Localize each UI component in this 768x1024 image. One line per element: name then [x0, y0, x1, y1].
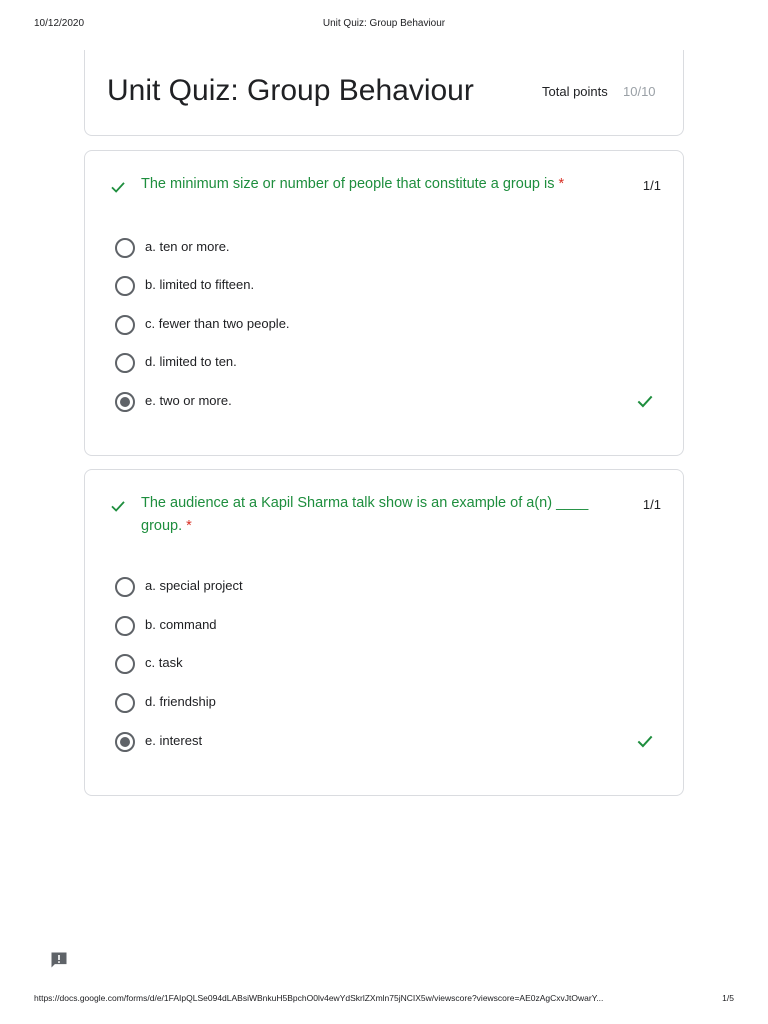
form-title: Unit Quiz: Group Behaviour	[107, 74, 474, 107]
radio-button[interactable]	[115, 353, 135, 373]
radio-button[interactable]	[115, 577, 135, 597]
question-text-content: The minimum size or number of people that constitute a group is	[141, 176, 555, 192]
option-label: a. ten or more.	[145, 239, 230, 254]
question-card-2	[84, 469, 684, 796]
answer-option-selected[interactable]	[115, 391, 655, 413]
print-footer	[0, 993, 768, 1007]
page-url: https://docs.google.com/forms/d/e/1FAIpQLSe094dLABsiWBnkuH5BpchO0lv4ewYdSkrlZXmln75jNCIX5w/viewscore?viewscore=AE0zAgCxvJtOwarY...	[34, 993, 604, 1003]
answer-option[interactable]	[115, 615, 655, 637]
total-points-value: 10/10	[623, 84, 656, 99]
option-label: e. interest	[145, 733, 203, 748]
question-score: 1/1	[642, 178, 661, 193]
radio-button[interactable]	[115, 315, 135, 335]
answer-option[interactable]	[115, 314, 655, 336]
answer-option[interactable]	[115, 275, 655, 297]
option-label: b. command	[145, 617, 217, 632]
option-label: c. task	[145, 655, 183, 670]
radio-button[interactable]	[115, 654, 135, 674]
radio-button[interactable]	[115, 276, 135, 296]
radio-button-checked[interactable]	[115, 732, 135, 752]
option-label: d. friendship	[145, 694, 216, 709]
report-issue-icon[interactable]	[49, 950, 69, 970]
answer-option-selected[interactable]	[115, 731, 655, 753]
question-text	[141, 173, 611, 196]
print-date: 10/12/2020	[34, 18, 85, 29]
print-header	[0, 18, 768, 32]
question-text-content: The audience at a Kapil Sharma talk show is an example of a(n) ____ group.	[141, 495, 589, 534]
option-label: a. special project	[145, 578, 243, 593]
answer-option[interactable]	[115, 576, 655, 598]
option-label: c. fewer than two people.	[145, 316, 290, 331]
print-title: Unit Quiz: Group Behaviour	[322, 18, 446, 29]
question-text	[141, 492, 606, 538]
radio-button[interactable]	[115, 616, 135, 636]
answer-option[interactable]	[115, 237, 655, 259]
check-icon	[635, 731, 655, 751]
form-header-card	[84, 50, 684, 136]
option-label: d. limited to ten.	[145, 354, 237, 369]
check-icon	[109, 497, 127, 515]
radio-button[interactable]	[115, 693, 135, 713]
radio-button[interactable]	[115, 238, 135, 258]
answer-option[interactable]	[115, 653, 655, 675]
question-score: 1/1	[642, 497, 661, 512]
check-icon	[109, 178, 127, 196]
answer-option[interactable]	[115, 352, 655, 374]
page-number: 1/5	[722, 993, 734, 1003]
required-asterisk: *	[558, 176, 565, 192]
option-label: e. two or more.	[145, 393, 232, 408]
total-points-label: Total points	[542, 84, 608, 99]
check-icon	[635, 391, 655, 411]
question-card-1	[84, 150, 684, 456]
radio-button-checked[interactable]	[115, 392, 135, 412]
option-label: b. limited to fifteen.	[145, 277, 255, 292]
answer-option[interactable]	[115, 692, 655, 714]
required-asterisk: *	[186, 518, 192, 534]
